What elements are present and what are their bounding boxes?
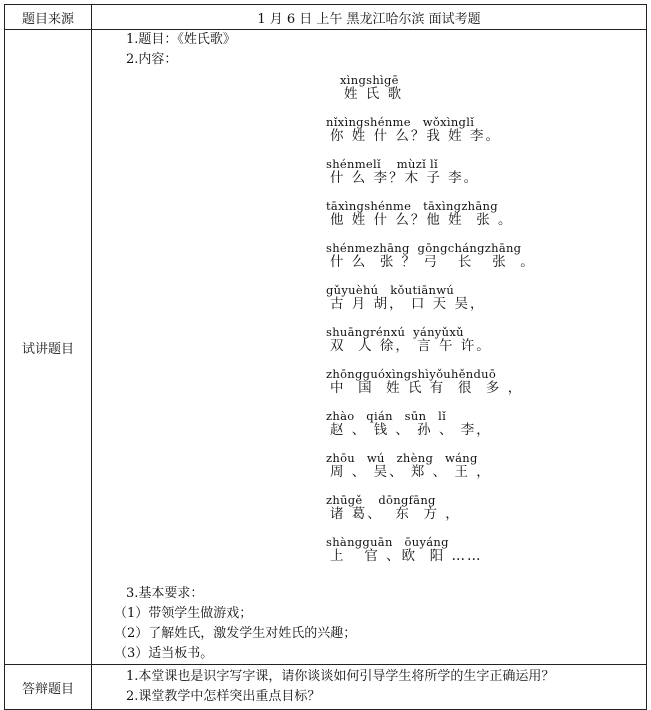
defense-question: 1.本堂课也是识字写字课，请你谈谈如何引导学生将所学的生字正确运用？ bbox=[126, 669, 555, 684]
verse-pinyin: zhōu wú zhèng wáng bbox=[326, 451, 478, 465]
poem-verse bbox=[326, 200, 646, 242]
poem-verse bbox=[326, 494, 646, 536]
verse-hanzi: 中 国 姓 氏 有 很 多 ， bbox=[330, 380, 524, 396]
verse-pinyin: shénmelǐ mùzǐ lǐ bbox=[326, 157, 438, 171]
verse-pinyin: tāxìngshénme tāxìngzhāng bbox=[326, 199, 498, 213]
poem-verse bbox=[326, 284, 646, 326]
poem-verse bbox=[326, 410, 646, 452]
verse-pinyin: zhào qián sūn lǐ bbox=[326, 409, 447, 423]
verse-hanzi: 什 么 张 ？ 弓 长 张 。 bbox=[330, 254, 536, 270]
verse-hanzi: 他 姓 什 么？他 姓 张 。 bbox=[330, 212, 514, 228]
poem-verse bbox=[340, 74, 646, 116]
poem-verse bbox=[326, 536, 646, 578]
verse-hanzi: 诸 葛、 东 方 ， bbox=[330, 506, 461, 522]
defense-row bbox=[5, 665, 647, 710]
requirement-item: （1）带领学生做游戏； bbox=[114, 606, 253, 621]
trial-content bbox=[92, 30, 647, 665]
verse-pinyin: gǔyuèhú kǒutiānwú bbox=[326, 283, 455, 297]
source-value: 1 月 6 日 上午 黑龙江哈尔滨 面试考题 bbox=[92, 5, 647, 30]
verse-hanzi: 你 姓 什 么？我 姓 李。 bbox=[330, 128, 501, 144]
verse-hanzi: 周 、 吴、 郑 、 王 ， bbox=[330, 464, 492, 480]
source-label: 题目来源 bbox=[5, 5, 92, 30]
verse-pinyin: shénmezhāng gōngchángzhāng bbox=[326, 241, 522, 255]
requirement-item: （2）了解姓氏，激发学生对姓氏的兴趣； bbox=[114, 626, 357, 641]
defense-content bbox=[92, 665, 647, 710]
verse-hanzi: 赵 、 钱 、 孙 、 李， bbox=[330, 422, 492, 438]
verse-hanzi: 姓 氏 歌 bbox=[344, 86, 404, 102]
verse-pinyin: zhūgě dōngfāng bbox=[326, 493, 436, 507]
verse-pinyin: nǐxìngshénme wǒxìnglǐ bbox=[326, 115, 475, 129]
verse-pinyin: xìngshìgē bbox=[340, 73, 399, 87]
verse-hanzi: 什 么 李？木 子 李。 bbox=[330, 170, 480, 186]
content-label: 2.内容： bbox=[126, 52, 178, 67]
poem-verse bbox=[326, 368, 646, 410]
source-row bbox=[5, 5, 647, 30]
poem-verse bbox=[326, 158, 646, 200]
verse-hanzi: 上 官 、欧 阳 …… bbox=[330, 548, 483, 564]
requirements-label: 3.基本要求： bbox=[126, 586, 204, 601]
trial-label: 试讲题目 bbox=[5, 30, 92, 665]
verse-hanzi: 古 月 胡， 口 天 吴， bbox=[330, 296, 486, 312]
poem bbox=[326, 74, 646, 578]
requirement-item: （3）适当板书。 bbox=[114, 646, 214, 661]
verse-pinyin: zhōngguóxìngshìyǒuhěnduō bbox=[326, 367, 497, 381]
poem-verse bbox=[326, 116, 646, 158]
defense-label: 答辩题目 bbox=[5, 665, 92, 710]
defense-question: 2.课堂教学中怎样突出重点目标？ bbox=[126, 689, 321, 704]
exam-table bbox=[4, 4, 647, 710]
topic-line: 1.题目：《姓氏歌》 bbox=[126, 32, 236, 47]
verse-hanzi: 双 人 徐， 言 午 许。 bbox=[330, 338, 492, 354]
poem-verse bbox=[326, 452, 646, 494]
poem-verse bbox=[326, 242, 646, 284]
verse-pinyin: shàngguān ōuyáng bbox=[326, 535, 449, 549]
trial-row bbox=[5, 30, 647, 665]
verse-pinyin: shuāngrénxú yányǔxǔ bbox=[326, 325, 464, 339]
poem-verse bbox=[326, 326, 646, 368]
